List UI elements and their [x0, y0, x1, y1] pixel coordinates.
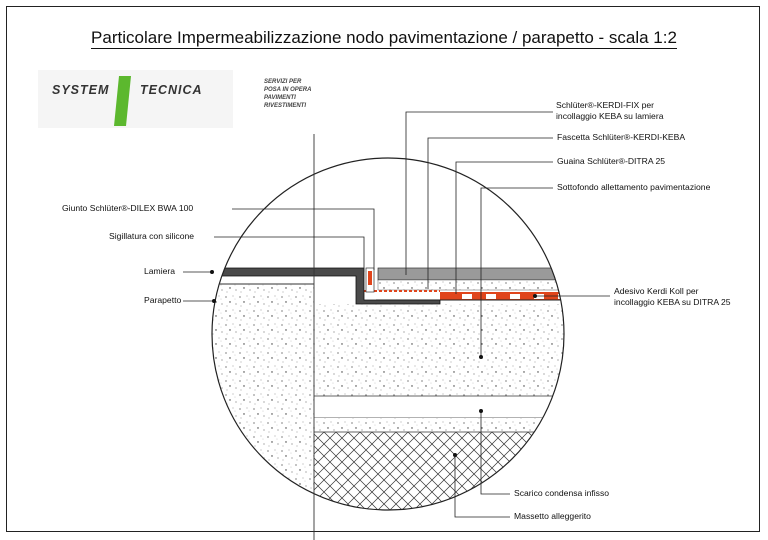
label-adesivo: Adesivo Kerdi Koll per incollaggio KEBA su DITRA 25 — [614, 286, 731, 307]
logo-tagline-3: PAVIMENTI — [264, 95, 296, 101]
drawing-title: Particolare Impermeabilizzazione nodo pavimentazione / parapetto - scala 1:2 — [91, 28, 677, 47]
label-sottofondo: Sottofondo allettamento pavimentazione — [557, 182, 711, 192]
parapetto-body — [200, 284, 314, 524]
label-guaina: Guaina Schlüter®-DITRA 25 — [557, 156, 666, 166]
tile-layer — [378, 268, 578, 280]
logo-tagline-4: RIVESTIMENTI — [264, 103, 307, 109]
logo-tagline-2: POSA IN OPERA — [264, 87, 312, 93]
label-massetto: Massetto alleggerito — [514, 511, 591, 521]
logo-brand-left: SYSTEM — [52, 83, 110, 97]
sottofondo-layer — [314, 304, 574, 396]
label-scarico: Scarico condensa infisso — [514, 488, 610, 498]
logo-brand-right: TECNICA — [140, 83, 203, 97]
label-kerdi-fix: Schlüter®-KERDI-FIX per incollaggio KEBA su lamiera — [556, 100, 664, 121]
logo-tagline-1: SERVIZI PER — [264, 79, 302, 85]
label-parapetto: Parapetto — [144, 295, 182, 305]
label-lamiera: Lamiera — [144, 266, 176, 276]
label-giunto: Giunto Schlüter®-DILEX BWA 100 — [62, 203, 194, 213]
label-fascetta: Fascetta Schlüter®-KERDI-KEBA — [557, 132, 686, 142]
label-sigillatura: Sigillatura con silicone — [109, 231, 195, 241]
separator-band — [314, 396, 574, 418]
